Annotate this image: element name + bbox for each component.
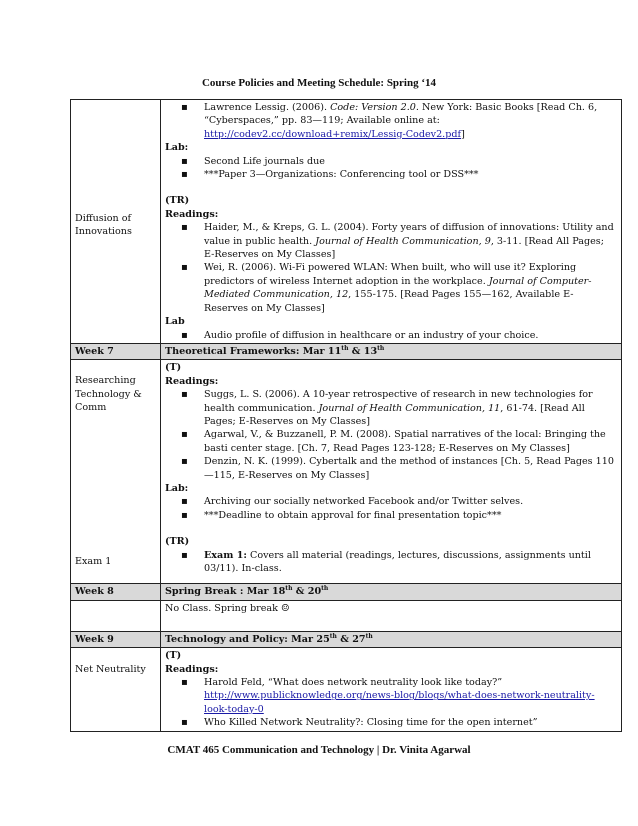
week-row bbox=[71, 584, 622, 600]
exam-item: ▪ Exam 1: Covers all material (readings, lectures, discussions, assignments until 03/11). In-class. bbox=[165, 549, 617, 576]
t-heading: (T) bbox=[165, 650, 182, 662]
content-cell bbox=[161, 100, 622, 344]
week-title: Spring Break : Mar 18th & 20th bbox=[161, 584, 622, 600]
readings-heading: Readings: bbox=[165, 375, 219, 387]
reading-item: ▪ Haider, M., & Kreps, G. L. (2004). Forty years of diffusion of innovations: Utility and value in public health. Journal of Health Communication, 9, 3-11. [Read All Pages; E-Reserves on My Classes] bbox=[165, 221, 617, 261]
topic-label: Researching Technology & Comm bbox=[75, 375, 142, 414]
topic-cell bbox=[71, 648, 161, 731]
reading-item: ▪ Wei, R. (2006). Wi-Fi powered WLAN: When built, who will use it? Exploring predictors of wireless Internet adoption in the workplace. Journal of Computer-Mediated Communication, 12, 155-175. [Read Pages 155—162, Available E-Reserves on My Classes] bbox=[165, 261, 617, 315]
topic-label: Diffusion of Innovations bbox=[75, 213, 132, 238]
reading-item: ▪ Lawrence Lessig. (2006). Code: Version 2.0. New York: Basic Books [Read Ch. 6, “Cyberspaces,” pp. 83—119; Available online at: http://codev2.cc/download+remix/Lessig-Codev2.pdf] bbox=[165, 101, 617, 141]
list-item: ▪ Archiving our socially networked Facebook and/or Twitter selves. bbox=[165, 495, 617, 508]
tr-heading: (TR) bbox=[165, 536, 190, 548]
table-row bbox=[71, 600, 622, 631]
readings-heading: Readings: bbox=[165, 208, 219, 220]
topic-cell bbox=[71, 600, 161, 631]
reading-item: ▪ Agarwal, V., & Buzzanell, P. M. (2008). Spatial narratives of the local: Bringing the basti center stage. [Ch. 7, Read Pages 123-128; E-Reserves on My Classes] bbox=[165, 428, 617, 455]
page-header: Course Policies and Meeting Schedule: Spring ‘14 bbox=[201, 77, 437, 89]
content-cell bbox=[161, 360, 622, 584]
week-row bbox=[71, 344, 622, 360]
lab-heading: Lab bbox=[165, 316, 185, 328]
tr-heading: (TR) bbox=[165, 195, 190, 207]
reading-item: ▪ Suggs, L. S. (2006). A 10-year retrospective of research in new technologies for health communication. Journal of Health Communication, 11, 61-74. [Read All Pages; E-Reserves on My Classes] bbox=[165, 388, 617, 428]
reading-item: ▪ Denzin, N. K. (1999). Cybertalk and the method of instances [Ch. 5, Read Pages 110—115, E-Reserves on My Classes] bbox=[165, 455, 617, 482]
reading-item: ▪ Who Killed Network Neutrality?: Closing time for the open internet” bbox=[165, 716, 617, 729]
week-title: Theoretical Frameworks: Mar 11th & 13th bbox=[161, 344, 622, 360]
list-item: ▪ Second Life journals due bbox=[165, 155, 617, 168]
lessig-link[interactable]: http://codev2.cc/download+remix/Lessig-Codev2.pdf bbox=[204, 128, 462, 140]
readings-heading: Readings: bbox=[165, 663, 219, 675]
list-item: ▪ Audio profile of diffusion in healthcare or an industry of your choice. bbox=[165, 329, 617, 342]
reading-item: ▪ Harold Feld, “What does network neutrality look like today?” http://www.publicknowledge.org/news-blog/blogs/what-does-network-neutrality-look-today-0 bbox=[165, 676, 617, 716]
content-cell bbox=[161, 600, 622, 631]
schedule-table bbox=[70, 99, 622, 732]
list-item: ▪ ***Deadline to obtain approval for final presentation topic*** bbox=[165, 509, 617, 522]
week-label: Week 9 bbox=[71, 631, 161, 647]
feld-link[interactable]: http://www.publicknowledge.org/news-blog/blogs/what-does-network-neutrality-look-today-0 bbox=[204, 690, 595, 715]
no-class-note: No Class. Spring break ☺ bbox=[165, 602, 290, 614]
exam-label: Exam 1 bbox=[75, 556, 112, 568]
week-row bbox=[71, 631, 622, 647]
list-item: ▪ ***Paper 3—Organizations: Conferencing tool or DSS*** bbox=[165, 168, 617, 181]
t-heading: (T) bbox=[165, 362, 182, 374]
topic-cell bbox=[71, 360, 161, 584]
content-cell bbox=[161, 648, 622, 731]
table-row bbox=[71, 100, 622, 344]
topic-label: Net Neutrality bbox=[75, 664, 146, 676]
table-row bbox=[71, 360, 622, 584]
lab-heading: Lab: bbox=[165, 483, 189, 495]
lab-heading: Lab: bbox=[165, 142, 189, 154]
week-title: Technology and Policy: Mar 25th & 27th bbox=[161, 631, 622, 647]
week-label: Week 7 bbox=[71, 344, 161, 360]
week-label: Week 8 bbox=[71, 584, 161, 600]
topic-cell bbox=[71, 100, 161, 344]
table-row bbox=[71, 648, 622, 731]
page-footer: CMAT 465 Communication and Technology | Dr. Vinita Agarwal bbox=[167, 744, 471, 756]
